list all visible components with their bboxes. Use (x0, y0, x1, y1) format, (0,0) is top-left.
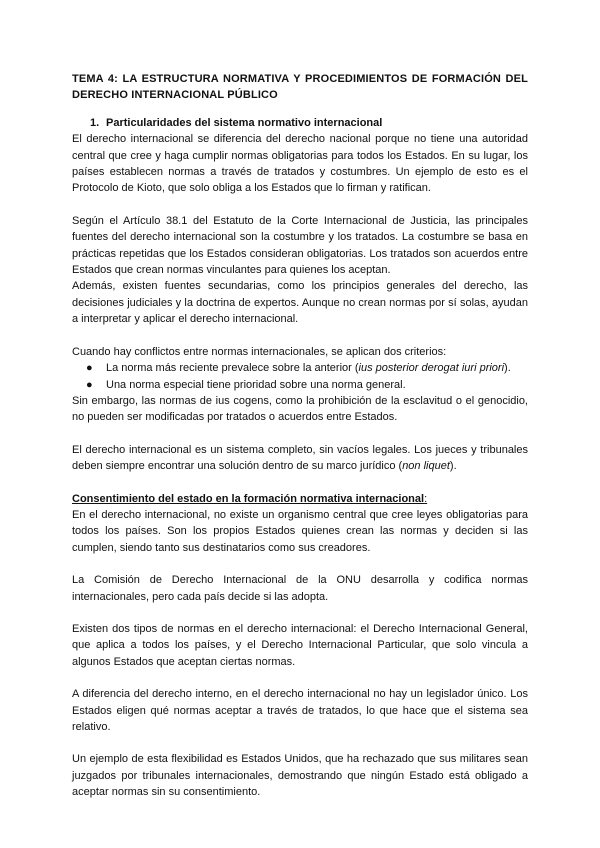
paragraph-5: Sin embargo, las normas de ius cogens, como la prohibición de la esclavitud o el genocidio, no pueden ser modificadas por tratados o acuerdos entre Estados. (72, 394, 528, 424)
paragraph-6 (72, 442, 528, 475)
bullet-icon: ● (86, 378, 93, 391)
bullet-icon: ● (86, 362, 93, 375)
section-heading-colon: : (424, 492, 428, 505)
section-heading-1 (72, 104, 528, 131)
spacer (72, 670, 528, 686)
spacer (72, 556, 528, 572)
spacer (72, 475, 528, 491)
paragraph-11: Un ejemplo de esta flexibilidad es Estados Unidos, que ha rechazado que sus militares sean juzgados por tribunales internacionales, demostrando que ningún Estado está obligado a aceptar normas sin su consentimiento. (72, 753, 528, 799)
document-page (72, 71, 528, 801)
paragraph-6-end: ). (449, 460, 457, 473)
spacer (72, 328, 528, 344)
latin-phrase: non liquet (402, 460, 450, 473)
paragraph-9: Existen dos tipos de normas en el derecho internacional: el Derecho Internacional General, que aplica a todos los países, y el Derecho Internacional Particular, que solo vincula a algunos Estados que aceptan ciertas normas. (72, 622, 528, 668)
section-heading-text: Consentimiento del estado en la formación normativa internacional (72, 492, 425, 505)
paragraph-7: En el derecho internacional, no existe un organismo central que cree leyes obligatorias para todos los países. Son los propios Estados quienes crean las normas y deciden si las cumplen, siendo tanto sus destinatarios como sus creadores. (72, 508, 528, 554)
paragraph-10: A diferencia del derecho interno, en el derecho internacional no hay un legislador único. Los Estados eligen qué normas aceptar a través de tratados, lo que hace que el sistema sea relativo. (72, 688, 528, 733)
spacer (72, 605, 528, 621)
latin-phrase: ius posterior derogat iuri priori (358, 362, 505, 375)
list-item-text: La norma más reciente prevalece sobre la anterior ( (106, 362, 359, 375)
criteria-list (72, 360, 528, 393)
spacer (72, 426, 528, 442)
document-title: TEMA 4: LA ESTRUCTURA NORMATIVA Y PROCEDIMIENTOS DE FORMACIÓN DEL DERECHO INTERNACIONAL PÚBLICO (72, 73, 528, 102)
spacer (72, 197, 528, 213)
list-item (72, 360, 528, 376)
section-heading-2 (72, 491, 528, 507)
paragraph-6-text: El derecho internacional es un sistema completo, sin vacíos legales. Los jueces y tribunales deben siempre encontrar una solución dentro de su marco jurídico ( (72, 443, 528, 473)
paragraph-3: Además, existen fuentes secundarias, como los principios generales del derecho, las decisiones judiciales y la doctrina de expertos. Aunque no crean normas por sí solas, ayudan a interpretar y aplicar el derecho internacional. (72, 280, 528, 326)
paragraph-2: Según el Artículo 38.1 del Estatuto de la Corte Internacional de Justicia, las principales fuentes del derecho internacional son la costumbre y los tratados. La costumbre se basa en prácticas repetidas que los Estados consideran obligatorias. Los tratados son acuerdos entre Estados que crean normas vinculantes para quienes los aceptan. (72, 214, 528, 277)
paragraph-8: La Comisión de Derecho Internacional de la ONU desarrolla y codifica normas internacionales, pero cada país decide si las adopta. (72, 574, 528, 603)
paragraph-4: Cuando hay conflictos entre normas internacionales, se aplican dos criterios: (72, 345, 447, 358)
spacer (72, 735, 528, 751)
list-item-end: ). (504, 362, 511, 375)
paragraph-1: El derecho internacional se diferencia del derecho nacional porque no tiene una autoridad central que cree y haga cumplir normas obligatorias para todos los Estados. En su lugar, los países establecen normas a través de tratados y costumbres. Un ejemplo de esto es el Protocolo de Kioto, que solo obliga a los Estados que lo firman y ratifican. (72, 133, 528, 195)
section-heading-text: Particularidades del sistema normativo internacional (106, 116, 383, 129)
section-number: 1. (90, 116, 100, 129)
list-item (72, 377, 528, 393)
list-item-text: Una norma especial tiene prioridad sobre una norma general. (106, 378, 406, 391)
